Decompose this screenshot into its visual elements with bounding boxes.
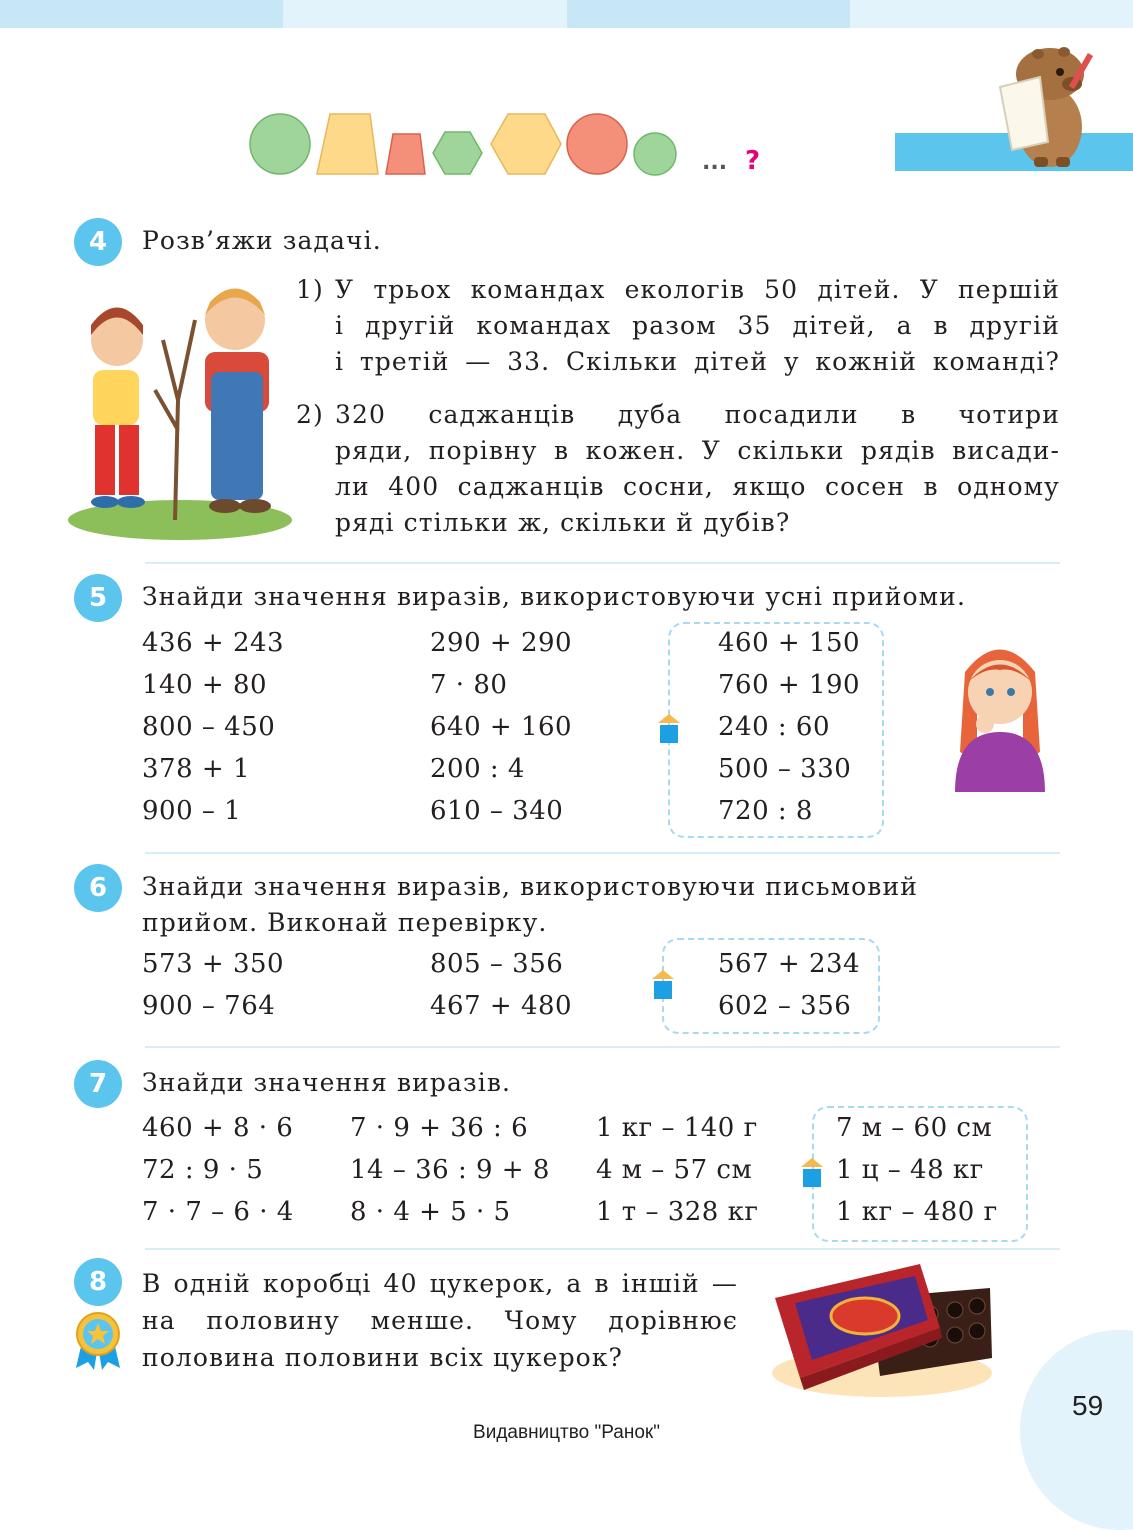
- expression: 7 · 9 + 36 : 6: [350, 1113, 529, 1143]
- expression: 72 : 9 · 5: [142, 1155, 264, 1185]
- expression: 1 кг – 480 г: [836, 1197, 998, 1227]
- expression: 4 м – 57 см: [596, 1155, 753, 1185]
- page-number: 59: [1072, 1390, 1104, 1421]
- expression: 7 · 7 – 6 · 4: [142, 1197, 294, 1227]
- task-number-badge: 6: [74, 864, 122, 912]
- expression: 610 – 340: [430, 796, 564, 826]
- task-number-badge: 8: [74, 1258, 122, 1306]
- subtask-line: ряді стільки ж, скільки й дубів?: [335, 508, 791, 537]
- expression: 900 – 1: [142, 796, 242, 826]
- expression: 640 + 160: [430, 712, 573, 742]
- subtask-line: і другій командах разом 35 дітей, а в другій: [335, 311, 1060, 340]
- expression: 14 – 36 : 9 + 8: [350, 1155, 550, 1185]
- task-title: Розв’яжи задачі.: [142, 226, 382, 255]
- subtask-line: ли 400 саджанців сосни, якщо сосен в одному: [335, 472, 1060, 501]
- task-title: Знайди значення виразів, використовуючи усні прийоми.: [142, 582, 966, 611]
- expression: 378 + 1: [142, 754, 250, 784]
- publisher-footer: Видавництво "Ранок": [473, 1422, 660, 1443]
- expression: 1 т – 328 кг: [596, 1197, 759, 1227]
- home-task-icon: [658, 714, 680, 744]
- task-number-badge: 4: [74, 218, 122, 266]
- expression: 900 – 764: [142, 991, 276, 1021]
- expression: 573 + 350: [142, 949, 285, 979]
- sequence-question-mark: ?: [745, 146, 761, 176]
- expression: 720 : 8: [718, 796, 813, 826]
- shapes-sequence: [245, 108, 685, 180]
- subtask-line: 320 саджанців дуба посадили в чотири: [335, 400, 1060, 429]
- expression: 7 м – 60 см: [836, 1113, 993, 1143]
- expression: 290 + 290: [430, 628, 573, 658]
- top-stripe: [283, 0, 567, 28]
- problem-line: на половину менше. Чому дорівнює: [142, 1306, 738, 1335]
- thinking-girl-illustration: [945, 632, 1055, 792]
- expression: 436 + 243: [142, 628, 285, 658]
- subtask-line: і третій — 33. Скільки дітей у кожній команді?: [335, 347, 1060, 376]
- subtask-line: У трьох командах екологів 50 дітей. У першій: [335, 275, 1060, 304]
- star-medal-icon: [72, 1312, 124, 1370]
- task-number-badge: 5: [74, 574, 122, 622]
- expression: 200 : 4: [430, 754, 525, 784]
- top-stripe: [567, 0, 850, 28]
- problem-line: половина половини всіх цукерок?: [142, 1343, 624, 1372]
- expression: 800 – 450: [142, 712, 276, 742]
- expression: 500 – 330: [718, 754, 852, 784]
- task-title: Знайди значення виразів, використовуючи письмовий: [142, 872, 919, 901]
- expression: 1 ц – 48 кг: [836, 1155, 984, 1185]
- subtask-number: 2): [296, 400, 324, 429]
- candy-box-illustration: [770, 1258, 995, 1398]
- section-divider: [145, 562, 1060, 564]
- task-number-badge: 7: [74, 1060, 122, 1108]
- expression: 240 : 60: [718, 712, 830, 742]
- expression: 467 + 480: [430, 991, 573, 1021]
- expression: 460 + 8 · 6: [142, 1113, 294, 1143]
- expression: 140 + 80: [142, 670, 268, 700]
- expression: 460 + 150: [718, 628, 861, 658]
- expression: 602 – 356: [718, 991, 852, 1021]
- children-planting-tree-illustration: [55, 280, 295, 542]
- task-title: прийом. Виконай перевірку.: [142, 908, 548, 937]
- top-stripe: [850, 0, 1133, 28]
- problem-line: В одній коробці 40 цукерок, а в іншій —: [142, 1269, 738, 1298]
- home-task-icon: [801, 1158, 823, 1188]
- expression: 8 · 4 + 5 · 5: [350, 1197, 511, 1227]
- top-stripe: [0, 0, 283, 28]
- home-task-icon: [652, 970, 674, 1000]
- expression: 760 + 190: [718, 670, 861, 700]
- expression: 805 – 356: [430, 949, 564, 979]
- expression: 1 кг – 140 г: [596, 1113, 758, 1143]
- sequence-ellipsis: ...: [702, 150, 728, 175]
- task-title: Знайди значення виразів.: [142, 1068, 512, 1097]
- expression: 567 + 234: [718, 949, 861, 979]
- section-divider: [145, 852, 1060, 854]
- subtask-number: 1): [296, 275, 324, 304]
- capybara-mascot-illustration: [990, 32, 1120, 172]
- section-divider: [145, 1248, 1060, 1250]
- subtask-line: ряди, порівну в кожен. У скільки рядів висади-: [335, 436, 1060, 465]
- section-divider: [145, 1046, 1060, 1048]
- expression: 7 · 80: [430, 670, 508, 700]
